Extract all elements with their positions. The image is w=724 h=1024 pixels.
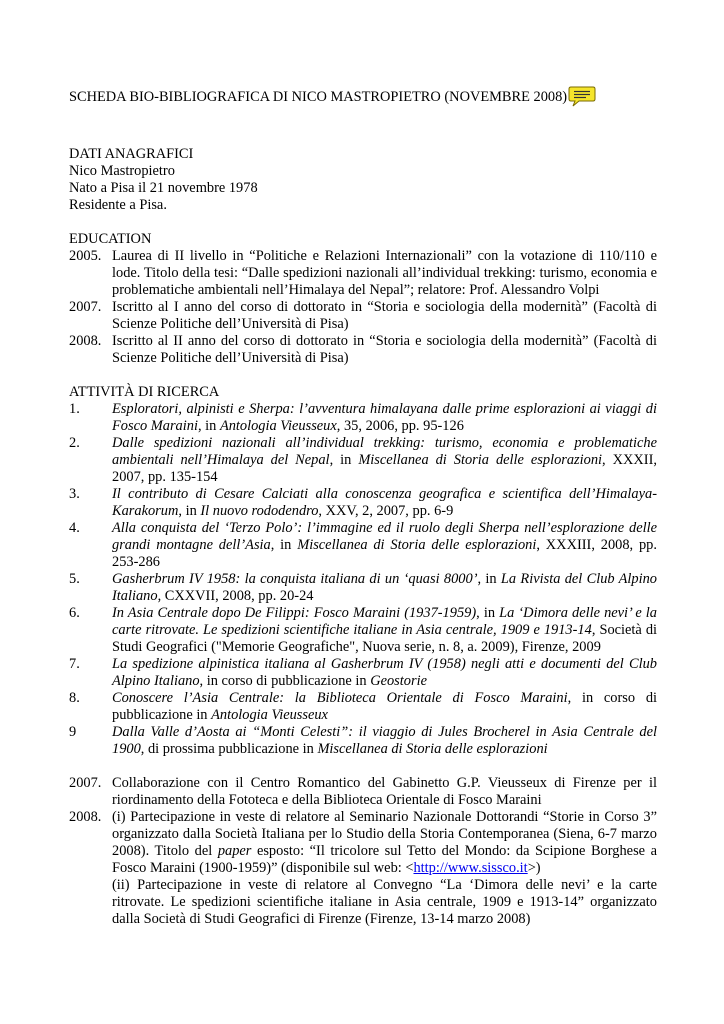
activity-entry xyxy=(69,775,657,809)
citation-connector: , in xyxy=(197,418,220,434)
activity-paragraph: (ii) Partecipazione in veste di relatore al Convegno “La ‘Dimora delle nevi’ e la carte ritrovate. Le spedizioni scientifiche italiane in Asia centrale, 1909 e 1913-14” organizzato dalla Società di Studi Geografici di Firenze (Firenze, 13-14 marzo 2008) xyxy=(112,877,657,927)
entry-number: 7. xyxy=(69,656,80,672)
entry-number: 8. xyxy=(69,690,80,706)
person-name: Nico Mastropietro xyxy=(69,163,175,179)
publication-entry xyxy=(69,435,657,486)
publication-entry xyxy=(69,486,657,520)
entry-citation xyxy=(112,571,657,605)
publication-title: In Asia Centrale dopo De Filippi: Fosco Maraini (1937-1959) xyxy=(112,605,477,621)
citation-connector: , in xyxy=(476,605,500,621)
activity-paragraph xyxy=(112,809,657,877)
publication-entry xyxy=(69,656,657,690)
research-section xyxy=(69,384,657,758)
residence-info: Residente a Pisa. xyxy=(69,197,167,213)
entry-citation xyxy=(112,520,657,571)
publication-entry xyxy=(69,520,657,571)
entry-citation xyxy=(112,656,657,690)
comment-note-icon[interactable] xyxy=(568,85,596,112)
publication-title: Dalla Valle d’Aosta ai “Monti Celesti”: il viaggio di Jules Brocherel in Asia Centrale del 1900 xyxy=(112,724,657,757)
entry-text xyxy=(112,809,657,928)
citation-connector: , in xyxy=(477,571,501,587)
section-heading: ATTIVITÀ DI RICERCA xyxy=(69,384,220,400)
journal-title: Miscellanea di Storia delle esplorazioni xyxy=(297,537,537,553)
entry-year: 2007. xyxy=(69,775,102,791)
publication-entry xyxy=(69,571,657,605)
citation-details: , 35, 2006, pp. 95-126 xyxy=(336,418,464,434)
publication-title: Dalle spedizioni nazionali all’individual trekking: turismo, economia e problematiche ambientali nell’Himalaya del Nepal xyxy=(112,435,657,468)
entry-number: 3. xyxy=(69,486,80,502)
publication-entry xyxy=(69,690,657,724)
citation-connector: , in corso di pubblicazione in xyxy=(199,673,371,689)
publication-title: Alla conquista del ‘Terzo Polo’: l’immagine ed il ruolo degli Sherpa nell’esplorazione delle grandi montagne dell’Asia xyxy=(112,520,657,553)
activity-emphasis: paper xyxy=(217,843,252,859)
citation-details: , CXXVII, 2008, pp. 20-24 xyxy=(157,588,314,604)
entry-year: 2007. xyxy=(69,299,102,315)
publication-entry xyxy=(69,605,657,656)
activity-text: (i) Partecipazione in veste di relatore al Seminario Nazionale Dottorandi “Storie in Corso 3” organizzato dalla Società Italiana per lo Studio della Storia Contemporanea (Siena, 6-7 marzo 2008). Titolo del xyxy=(112,809,657,859)
entry-number: 5. xyxy=(69,571,80,587)
entry-citation xyxy=(112,605,657,656)
journal-title: Il nuovo rododendro xyxy=(200,503,319,519)
section-heading: EDUCATION xyxy=(69,231,152,247)
publication-title: Conoscere l’Asia Centrale: la Biblioteca Orientale di Fosco Maraini xyxy=(112,690,568,706)
citation-details: , Società di Studi Geografici ("Memorie Geografiche", Nuova serie, n. 8, a. 2009), Firenze, 2009 xyxy=(112,622,658,655)
activities-section xyxy=(69,775,657,928)
birth-info: Nato a Pisa il 21 novembre 1978 xyxy=(69,180,258,196)
publication-entry xyxy=(69,724,657,758)
document-title: SCHEDA BIO-BIBLIOGRAFICA DI NICO MASTROPIETRO (NOVEMBRE 2008) xyxy=(69,89,568,105)
activity-text: >) xyxy=(527,860,541,876)
entry-year: 2005. xyxy=(69,248,102,264)
entry-number: 1. xyxy=(69,401,80,417)
activity-text: esposto: “Il tricolore sul Tetto del Mondo: da Scipione Borghese a Fosco Maraini (1900-1959)” (disponibile sul web: < xyxy=(112,843,657,876)
activity-entry xyxy=(69,809,657,928)
entry-text: Iscritto al I anno del corso di dottorato in “Storia e sociologia della modernità” (Facoltà di Scienze Politiche dell’Università di Pisa) xyxy=(112,299,657,332)
entry-text: Collaborazione con il Centro Romantico del Gabinetto G.P. Vieusseux di Firenze per il riordinamento della Fototeca e della Biblioteca Orientale di Fosco Maraini xyxy=(112,775,657,808)
entry-year: 2008. xyxy=(69,809,102,825)
publication-title: Il contributo di Cesare Calciati alla conoscenza geografica e scientifica dell’Himalaya-Karakorum xyxy=(112,486,657,519)
journal-title: La Rivista del Club Alpino Italiano xyxy=(112,571,658,604)
publication-title: Esploratori, alpinisti e Sherpa: l’avventura himalayana dalle prime esplorazioni ai viaggi di Fosco Maraini xyxy=(112,401,657,434)
education-entry xyxy=(69,333,657,367)
citation-details: , XXXIII, 2008, pp. 253-286 xyxy=(112,537,657,570)
journal-title: Antologia Vieusseux xyxy=(211,707,328,723)
citation-connector: , in corso di pubblicazione in xyxy=(112,690,658,723)
citation-details: , XXXII, 2007, pp. 135-154 xyxy=(112,452,657,485)
publication-entry xyxy=(69,401,657,435)
entry-citation xyxy=(112,690,657,724)
entry-citation xyxy=(112,724,657,758)
entry-citation xyxy=(112,435,657,486)
citation-connector: , in xyxy=(270,537,298,553)
entry-year: 2008. xyxy=(69,333,102,349)
entry-citation xyxy=(112,486,657,520)
journal-title: Miscellanea di Storia delle esplorazioni xyxy=(317,741,548,757)
publication-title: Gasherbrum IV 1958: la conquista italiana di un ‘quasi 8000’ xyxy=(112,571,478,587)
entry-text: Laurea di II livello in “Politiche e Relazioni Internazionali” con la votazione di 110/110 e lode. Titolo della tesi: “Dalle spedizioni nazionali all’individual trekking: turismo, economia e problematiche ambientali nell’Himalaya del Nepal”; relatore: Prof. Alessandro Volpi xyxy=(112,248,657,298)
document-title-line xyxy=(69,85,657,112)
education-entry xyxy=(69,299,657,333)
personal-data-section xyxy=(69,146,657,214)
journal-title: La ‘Dimora delle nevi’ e la carte ritrovate. Le spedizioni scientifiche italiane in Asia centrale, 1909 e 1913-14 xyxy=(112,605,657,638)
citation-connector: , in xyxy=(329,452,359,468)
entry-number: 4. xyxy=(69,520,80,536)
entry-number: 6. xyxy=(69,605,80,621)
publication-title: La spedizione alpinistica italiana al Gasherbrum IV (1958) negli atti e documenti del Club Alpino Italiano xyxy=(112,656,657,689)
citation-details: , XXV, 2, 2007, pp. 6-9 xyxy=(318,503,454,519)
section-heading: DATI ANAGRAFICI xyxy=(69,146,194,162)
entry-number: 9 xyxy=(69,724,77,740)
document-page xyxy=(69,85,657,928)
journal-title: Miscellanea di Storia delle esplorazioni xyxy=(358,452,603,468)
entry-citation xyxy=(112,401,657,435)
education-entry xyxy=(69,248,657,299)
journal-title: Geostorie xyxy=(370,673,427,689)
sissco-link[interactable]: http://www.sissco.it xyxy=(413,860,528,876)
journal-title: Antologia Vieusseux xyxy=(219,418,337,434)
entry-text: Iscritto al II anno del corso di dottorato in “Storia e sociologia della modernità” (Facoltà di Scienze Politiche dell’Università di Pisa) xyxy=(112,333,657,366)
citation-connector: , di prossima pubblicazione in xyxy=(140,741,318,757)
entry-number: 2. xyxy=(69,435,80,451)
citation-connector: , in xyxy=(178,503,201,519)
education-section xyxy=(69,231,657,367)
